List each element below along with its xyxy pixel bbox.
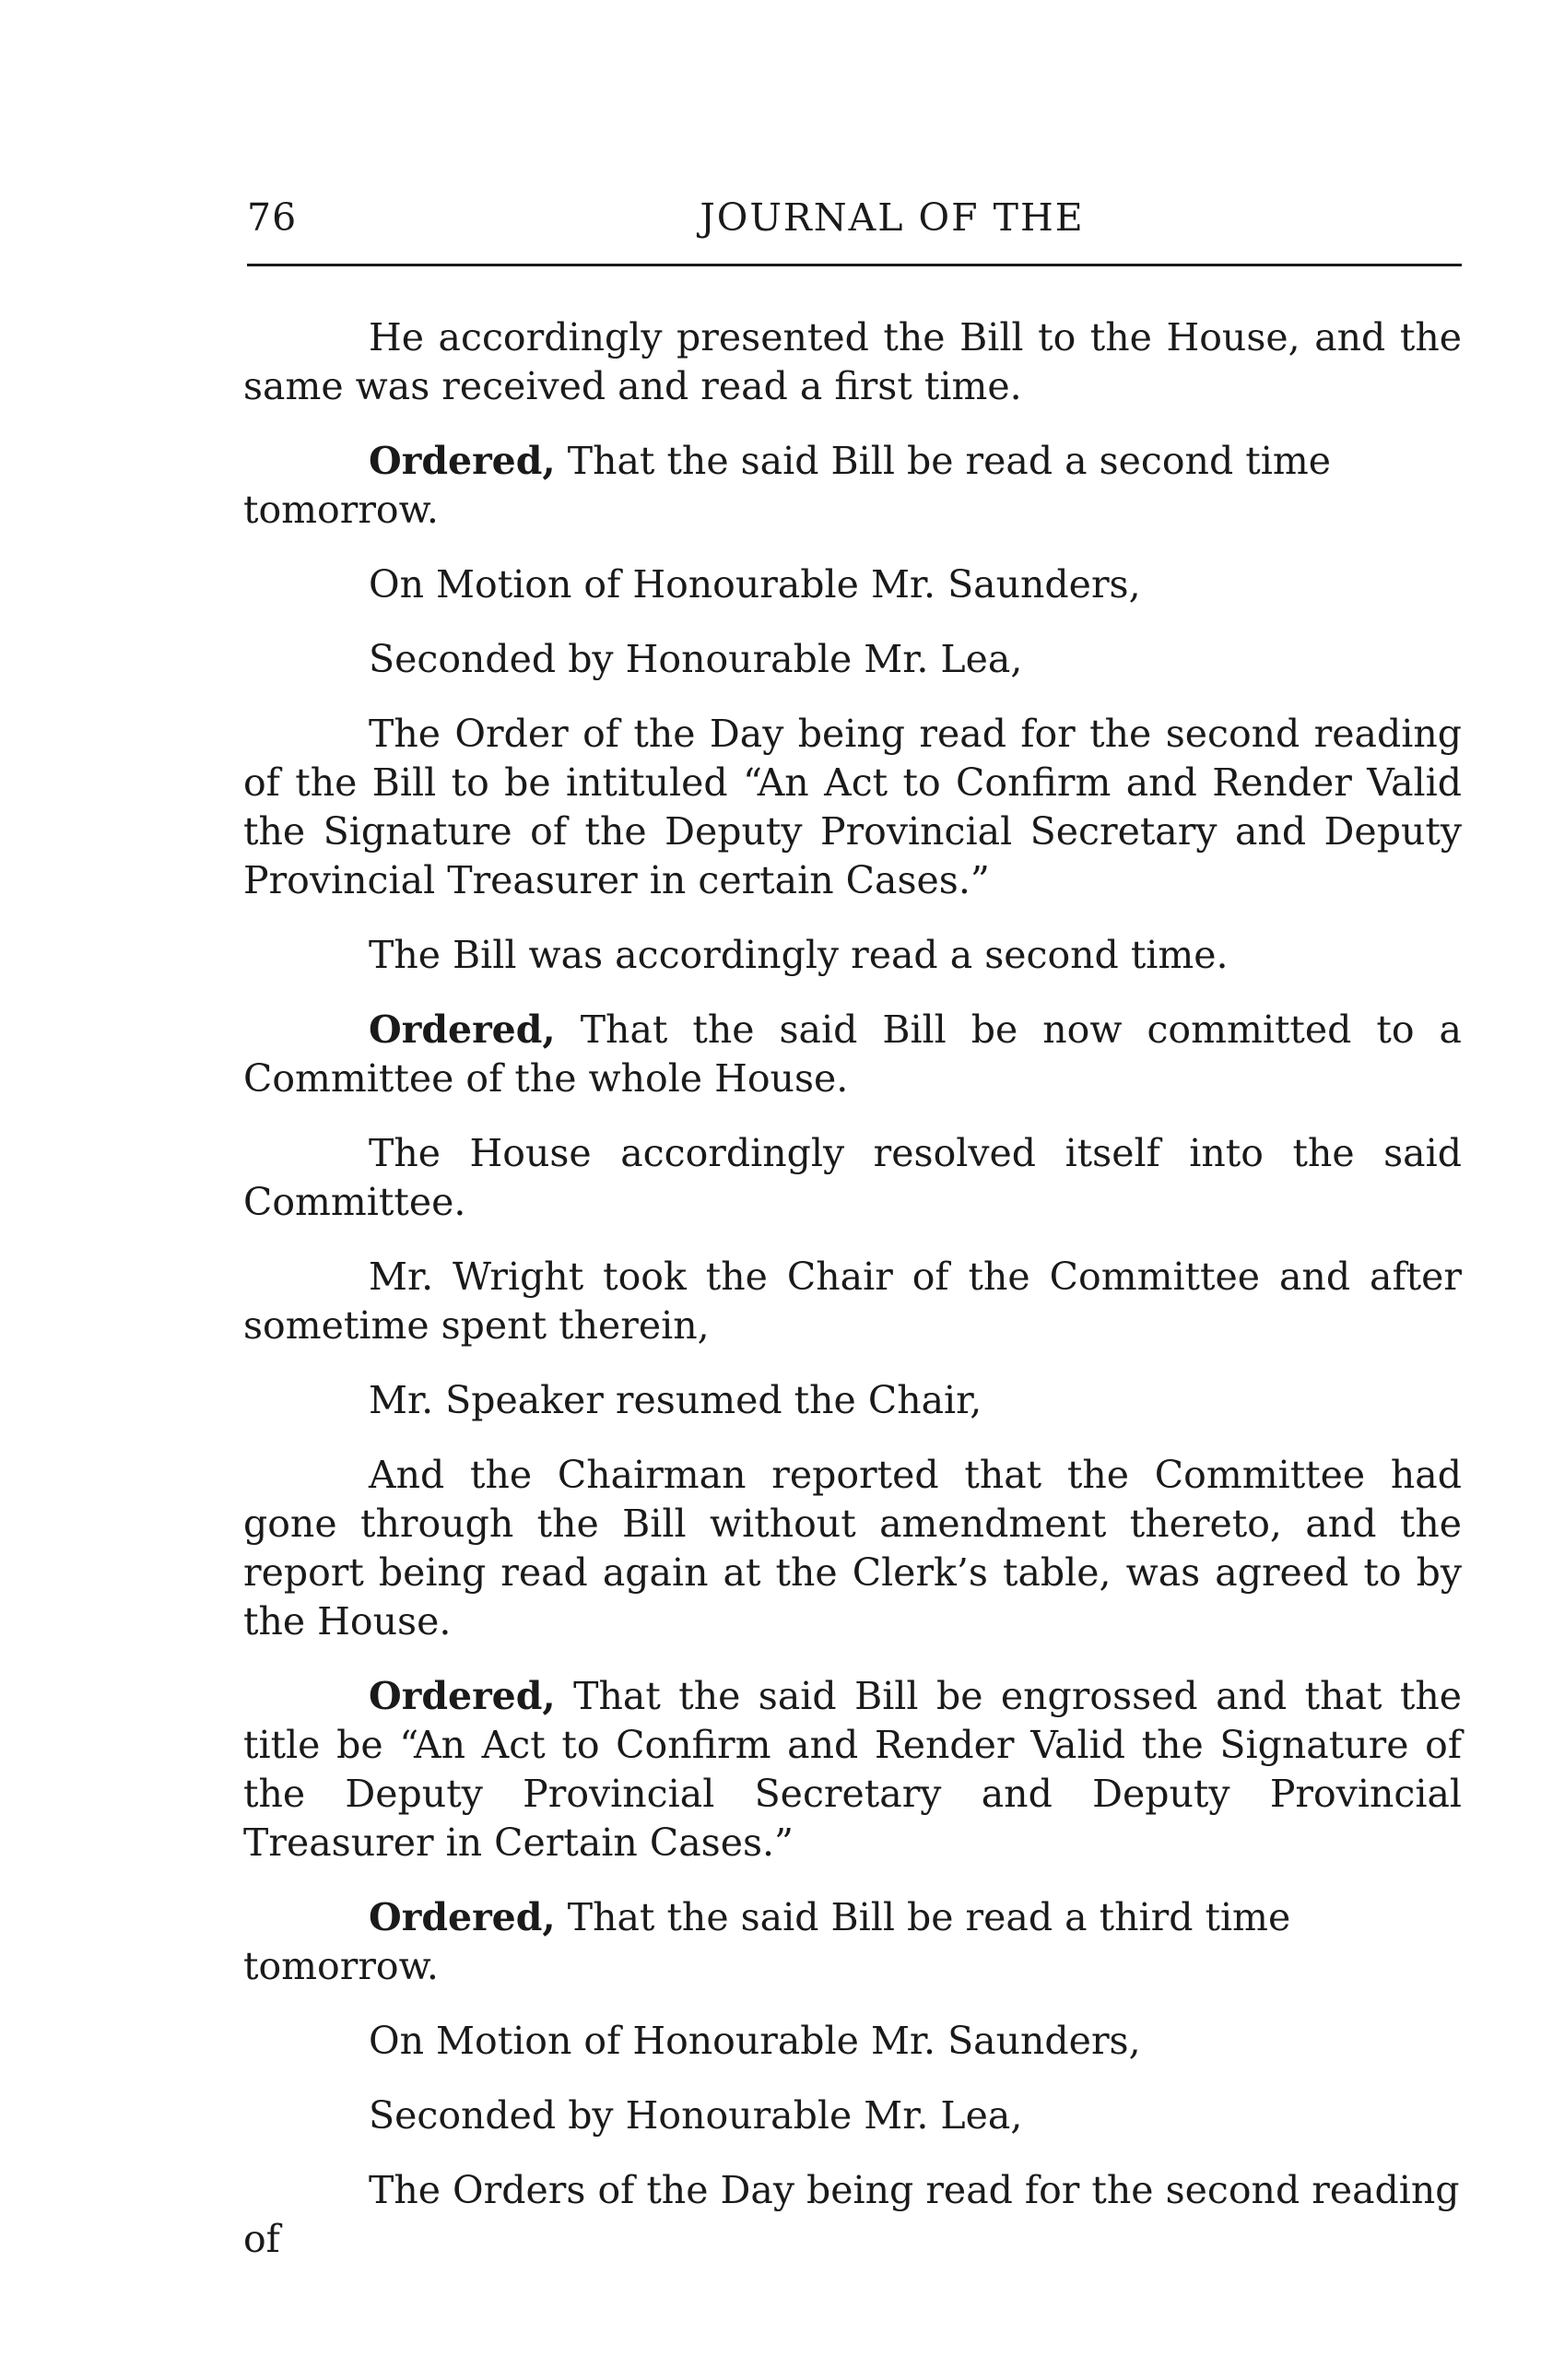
ordered-lead: Ordered, (369, 439, 556, 483)
paragraph-read-second-time (243, 931, 1462, 980)
paragraph-ordered-engrossed (243, 1672, 1462, 1867)
page-number: 76 (247, 195, 298, 240)
ordered-lead: Ordered, (369, 1674, 556, 1718)
paragraph-text: That the said Bill be engrossed and that the title be “An Act to Confirm and Render Valid the Signature of the Deputy Provincial Secretary and Deputy Provincial Treasurer in Certain Cases.” (243, 1674, 1462, 1865)
paragraph-text: The Order of the Day being read for the second reading of the Bill to be intituled “An Act to Confirm and Render Valid the Signature of the Deputy Provincial Secretary and Deputy Provincial Treasurer in certain Cases.” (243, 712, 1462, 902)
paragraph-text: That the said Bill be read a second time tomorrow. (243, 439, 1331, 532)
paragraph-ordered-committed (243, 1006, 1462, 1103)
paragraph-text: He accordingly presented the Bill to the House, and the same was received and read a first time. (243, 315, 1462, 408)
paragraph-text: The House accordingly resolved itself into the said Committee. (243, 1131, 1462, 1224)
paragraph-text: Mr. Wright took the Chair of the Committee and after sometime spent therein, (243, 1255, 1462, 1348)
paragraph-text: The Orders of the Day being read for the second reading of (243, 2168, 1460, 2261)
paragraph-motion (243, 560, 1462, 609)
paragraph-text: Seconded by Honourable Mr. Lea, (369, 637, 1023, 681)
paragraph-motion-2 (243, 2017, 1462, 2066)
paragraph-house-resolved (243, 1129, 1462, 1227)
paragraph-text: Mr. Speaker resumed the Chair, (369, 1378, 982, 1422)
header-rule (247, 264, 1462, 266)
paragraph-ordered-third-reading (243, 1893, 1462, 1991)
paragraph-seconded (243, 635, 1462, 684)
journal-body (243, 313, 1462, 2290)
paragraph-seconded-2 (243, 2091, 1462, 2140)
paragraph-text: Seconded by Honourable Mr. Lea, (369, 2093, 1023, 2138)
page-header (247, 195, 1464, 251)
paragraph-text: On Motion of Honourable Mr. Saunders, (369, 562, 1141, 607)
paragraph-text: That the said Bill be now committed to a Committee of the whole House. (243, 1007, 1462, 1101)
paragraph-text: The Bill was accordingly read a second time. (369, 933, 1229, 977)
paragraph-text: And the Chairman reported that the Committee had gone through the Bill without amendment thereto, and the report being read again at the Clerk’s table, was agreed to by the House. (243, 1453, 1462, 1644)
paragraph-bill-presented (243, 313, 1462, 411)
paragraph-speaker-resumed (243, 1376, 1462, 1425)
paragraph-ordered-second-reading (243, 437, 1462, 535)
ordered-lead: Ordered, (369, 1895, 556, 1939)
ordered-lead: Ordered, (369, 1007, 556, 1052)
paragraph-orders-of-day (243, 2166, 1462, 2264)
paragraph-text: That the said Bill be read a third time tomorrow. (243, 1895, 1291, 1988)
paragraph-order-of-day (243, 710, 1462, 905)
paragraph-text: On Motion of Honourable Mr. Saunders, (369, 2019, 1141, 2063)
running-title: JOURNAL OF THE (700, 195, 1085, 240)
paragraph-chairman-reported (243, 1451, 1462, 1646)
paragraph-wright-chair (243, 1253, 1462, 1350)
